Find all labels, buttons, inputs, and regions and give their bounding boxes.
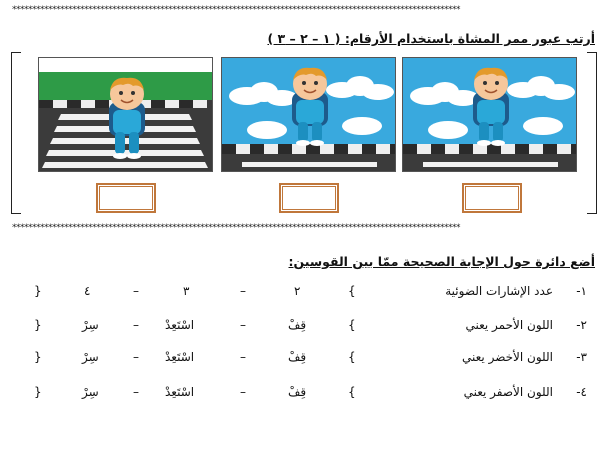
option-1[interactable]: قِفْ [288,350,307,364]
question-row-2 [0,315,609,335]
question-text: عدد الإشارات الضوئية [445,284,553,298]
scene-beside-road-middle [221,57,396,172]
option-3[interactable]: سِرْ [82,350,99,364]
open-brace: { [348,385,356,399]
open-brace: { [348,350,356,364]
scene-beside-road-right [402,57,577,172]
option-2[interactable]: اسْتَعِدْ [165,385,195,399]
option-dash: – [240,284,246,298]
option-1[interactable]: قِفْ [288,318,307,332]
question-number: ٢- [576,318,587,332]
answer-box-middle[interactable] [279,183,339,213]
left-bracket [11,52,21,214]
option-3[interactable]: سِرْ [82,318,99,332]
option-dash: – [133,385,139,399]
option-dash: – [133,350,139,364]
question-text: اللون الأحمر يعني [465,318,553,332]
scene-on-crosswalk [38,57,213,172]
option-1[interactable]: قِفْ [288,385,307,399]
top-divider: **************************************************************************************************************** [12,5,460,15]
open-brace: { [348,318,356,332]
answer-box-right[interactable] [462,183,522,213]
option-dash: – [240,350,246,364]
question-number: ٣- [576,350,587,364]
option-1[interactable]: ٢ [294,284,301,298]
right-bracket [587,52,597,214]
option-2[interactable]: ٣ [183,284,190,298]
option-2[interactable]: اسْتَعِدْ [165,318,195,332]
question-row-1 [0,281,609,301]
option-3[interactable]: سِرْ [82,385,99,399]
close-brace: } [34,284,42,298]
answer-box-left[interactable] [96,183,156,213]
question-row-3 [0,347,609,367]
middle-divider: **************************************************************************************************************** [12,223,460,233]
question-text: اللون الأخضر يعني [462,350,553,364]
close-brace: } [34,385,42,399]
open-brace: { [348,284,356,298]
close-brace: } [34,350,42,364]
ordering-instruction: أرتب عبور ممر المشاة باستخدام الأرقام: ( ١ – ٢ – ٣ ) [267,31,595,46]
option-dash: – [133,318,139,332]
option-2[interactable]: اسْتَعِدْ [165,350,195,364]
question-number: ١- [576,284,587,298]
option-dash: – [240,385,246,399]
question-row-4 [0,382,609,402]
close-brace: } [34,318,42,332]
question-text: اللون الأصفر يعني [463,385,553,399]
circle-answer-instruction: أضع دائرة حول الإجابة الصحيحة ممّا بين القوسين: [288,254,595,269]
question-number: ٤- [576,385,587,399]
option-dash: – [240,318,246,332]
option-dash: – [133,284,139,298]
option-3[interactable]: ٤ [84,284,91,298]
